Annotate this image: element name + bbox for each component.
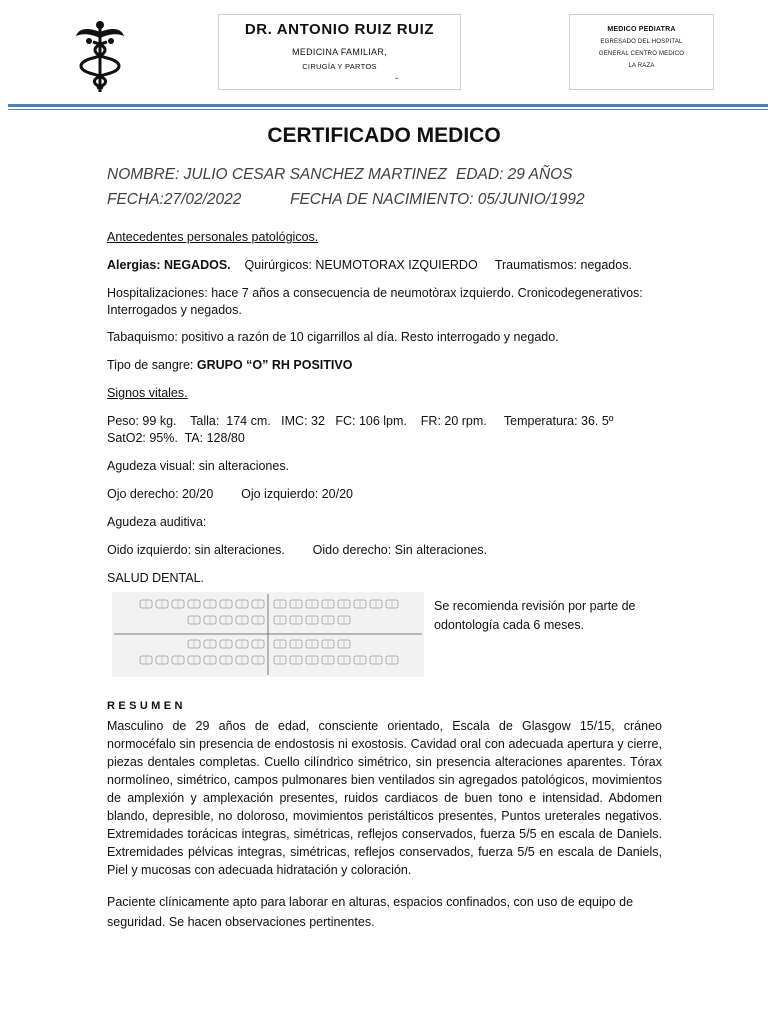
tooth-icon bbox=[140, 656, 152, 664]
allergies-line bbox=[107, 257, 632, 274]
tooth-icon bbox=[370, 600, 382, 608]
tooth-icon bbox=[140, 600, 152, 608]
tooth-icon bbox=[338, 640, 350, 648]
tooth-icon bbox=[306, 640, 318, 648]
tooth-icon bbox=[354, 656, 366, 664]
vitals-line-1: Peso: 99 kg. Talla: 174 cm. IMC: 32 FC: 106 lpm. FR: 20 rpm. Temperatura: 36. 5º bbox=[107, 414, 614, 428]
left-eye: Ojo izquierdo: 20/20 bbox=[241, 487, 354, 501]
tooth-icon bbox=[290, 640, 302, 648]
smoking: Tabaquismo: positivo a razón de 10 cigarrillos al día. Resto interrogado y negado. bbox=[107, 330, 559, 344]
header-divider-thin bbox=[8, 109, 768, 110]
caduceus-icon bbox=[75, 20, 125, 94]
tooth-icon bbox=[220, 640, 232, 648]
doctor-specialty: MEDICINA FAMILIAR, bbox=[292, 47, 387, 57]
blood-type-line bbox=[107, 357, 352, 374]
tooth-icon bbox=[322, 656, 334, 664]
hospitalizations: Hospitalizaciones: hace 7 años a consecuencia de neumotòrax izquierdo. Cronicodegenerativos: Interrogados y negados. bbox=[107, 286, 643, 317]
tooth-icon bbox=[322, 616, 334, 624]
tooth-icon bbox=[188, 640, 200, 648]
tooth-icon bbox=[354, 600, 366, 608]
tooth-icon bbox=[236, 600, 248, 608]
hospital-line: GENERAL CENTRO MEDICO bbox=[598, 51, 685, 57]
antecedentes-heading: Antecedentes personales patológicos. bbox=[107, 230, 319, 244]
tooth-icon bbox=[236, 640, 248, 648]
vitals-heading: Signos vitales. bbox=[107, 386, 188, 400]
tooth-icon bbox=[274, 656, 286, 664]
hospital-header bbox=[569, 14, 714, 90]
eyes-line bbox=[107, 486, 353, 503]
tooth-icon bbox=[204, 600, 216, 608]
dental-chart bbox=[112, 592, 424, 677]
tooth-icon bbox=[220, 616, 232, 624]
summary-text: Masculino de 29 años de edad, consciente orientado, Escala de Glasgow 15/15, cráneo normocéfalo sin presencia de endostosis ni exostosis. Cavidad oral con adecuada apertura y cierre, piezas dentales completas. Cuello cilíndrico simétrico, sin presencia alteraciones aparentes. Tórax normolíneo, simétrico, campos pulmonares bien ventilados sin agregados patológicos, movimientos de amplexión y amplexación presentes, ruidos cardiacos de buen tono e intensidad. Abdomen blando, depresible, no doloroso, movimientos peristálticos presentes, Puntos ureterales negativos. Extremidades torácicas integras, simétricas, reflejos conservados, fuerza 5/5 en escala de Daniels. Extremidades pélvicas integras, simétricas, reflejos conservados, fuerza 5/5 en escala de Daniels, Piel y mucosas con adecuada hidratación y coloración. bbox=[107, 719, 662, 877]
right-eye: Ojo derecho: 20/20 bbox=[107, 487, 214, 501]
tooth-icon bbox=[290, 656, 302, 664]
allergies: Alergias: NEGADOS. bbox=[107, 258, 231, 272]
tooth-icon bbox=[322, 600, 334, 608]
dental-heading: SALUD DENTAL. bbox=[107, 571, 205, 585]
birth-date: FECHA DE NACIMIENTO: 05/JUNIO/1992 bbox=[290, 191, 585, 208]
left-ear: Oido izquierdo: sin alteraciones. bbox=[107, 543, 285, 557]
tooth-icon bbox=[274, 640, 286, 648]
tooth-icon bbox=[188, 600, 200, 608]
tooth-icon bbox=[172, 656, 184, 664]
hearing-acuity: Agudeza auditiva: bbox=[107, 515, 207, 529]
exam-date: FECHA:27/02/2022 bbox=[107, 191, 242, 208]
tooth-icon bbox=[236, 656, 248, 664]
tooth-icon bbox=[236, 616, 248, 624]
tooth-icon bbox=[252, 656, 264, 664]
tooth-icon bbox=[188, 656, 200, 664]
tooth-icon bbox=[252, 600, 264, 608]
tooth-icon bbox=[252, 640, 264, 648]
vitals-line-2: SatO2: 95%. TA: 128/80 bbox=[107, 431, 245, 445]
header-mark: - bbox=[395, 73, 398, 83]
header-divider bbox=[8, 104, 768, 107]
conclusion-text: Paciente clínicamente apto para laborar en alturas, espacios confinados, con uso de equipo de seguridad. Se hacen observaciones pertinentes. bbox=[107, 895, 634, 929]
doctor-header bbox=[218, 14, 461, 90]
hospital-line: EGRESADO DEL HOSPITAL bbox=[600, 39, 683, 45]
tooth-icon bbox=[172, 600, 184, 608]
tooth-icon bbox=[386, 656, 398, 664]
blood-type-label: Tipo de sangre: bbox=[107, 358, 197, 372]
patient-name: NOMBRE: JULIO CESAR SANCHEZ MARTINEZ bbox=[107, 166, 447, 183]
tooth-icon bbox=[338, 600, 350, 608]
surgeries: Quirúrgicos: NEUMOTORAX IZQUIERDO bbox=[244, 258, 478, 272]
tooth-icon bbox=[322, 640, 334, 648]
tooth-icon bbox=[204, 656, 216, 664]
tooth-icon bbox=[306, 600, 318, 608]
tooth-icon bbox=[188, 616, 200, 624]
tooth-icon bbox=[156, 600, 168, 608]
trauma: Traumatismos: negados. bbox=[494, 258, 632, 272]
tooth-icon bbox=[204, 640, 216, 648]
tooth-icon bbox=[274, 616, 286, 624]
tooth-icon bbox=[370, 656, 382, 664]
tooth-icon bbox=[386, 600, 398, 608]
tooth-icon bbox=[290, 600, 302, 608]
tooth-icon bbox=[306, 656, 318, 664]
tooth-icon bbox=[290, 616, 302, 624]
visual-acuity: Agudeza visual: sin alteraciones. bbox=[107, 459, 290, 473]
tooth-icon bbox=[338, 616, 350, 624]
tooth-icon bbox=[220, 600, 232, 608]
tooth-icon bbox=[306, 616, 318, 624]
tooth-icon bbox=[156, 656, 168, 664]
ears-line bbox=[107, 542, 487, 559]
hospital-line: LA RAZA bbox=[628, 63, 655, 69]
dental-recommendation: Se recomienda revisión por parte de odontología cada 6 meses. bbox=[434, 599, 636, 632]
right-ear: Oido derecho: Sin alteraciones. bbox=[312, 543, 488, 557]
tooth-icon bbox=[274, 600, 286, 608]
tooth-icon bbox=[204, 616, 216, 624]
tooth-icon bbox=[252, 616, 264, 624]
tooth-icon bbox=[220, 656, 232, 664]
hospital-title: MEDICO PEDIATRA bbox=[607, 26, 676, 33]
tooth-icon bbox=[338, 656, 350, 664]
summary-heading: RESUMEN bbox=[107, 700, 186, 712]
blood-type-value: GRUPO “O” RH POSITIVO bbox=[196, 358, 353, 372]
patient-age: EDAD: 29 AÑOS bbox=[456, 166, 573, 183]
document-title: CERTIFICADO MEDICO bbox=[267, 124, 501, 147]
doctor-specialty-2: CIRUGÍA Y PARTOS bbox=[302, 62, 377, 71]
doctor-name: DR. ANTONIO RUIZ RUIZ bbox=[244, 21, 435, 38]
